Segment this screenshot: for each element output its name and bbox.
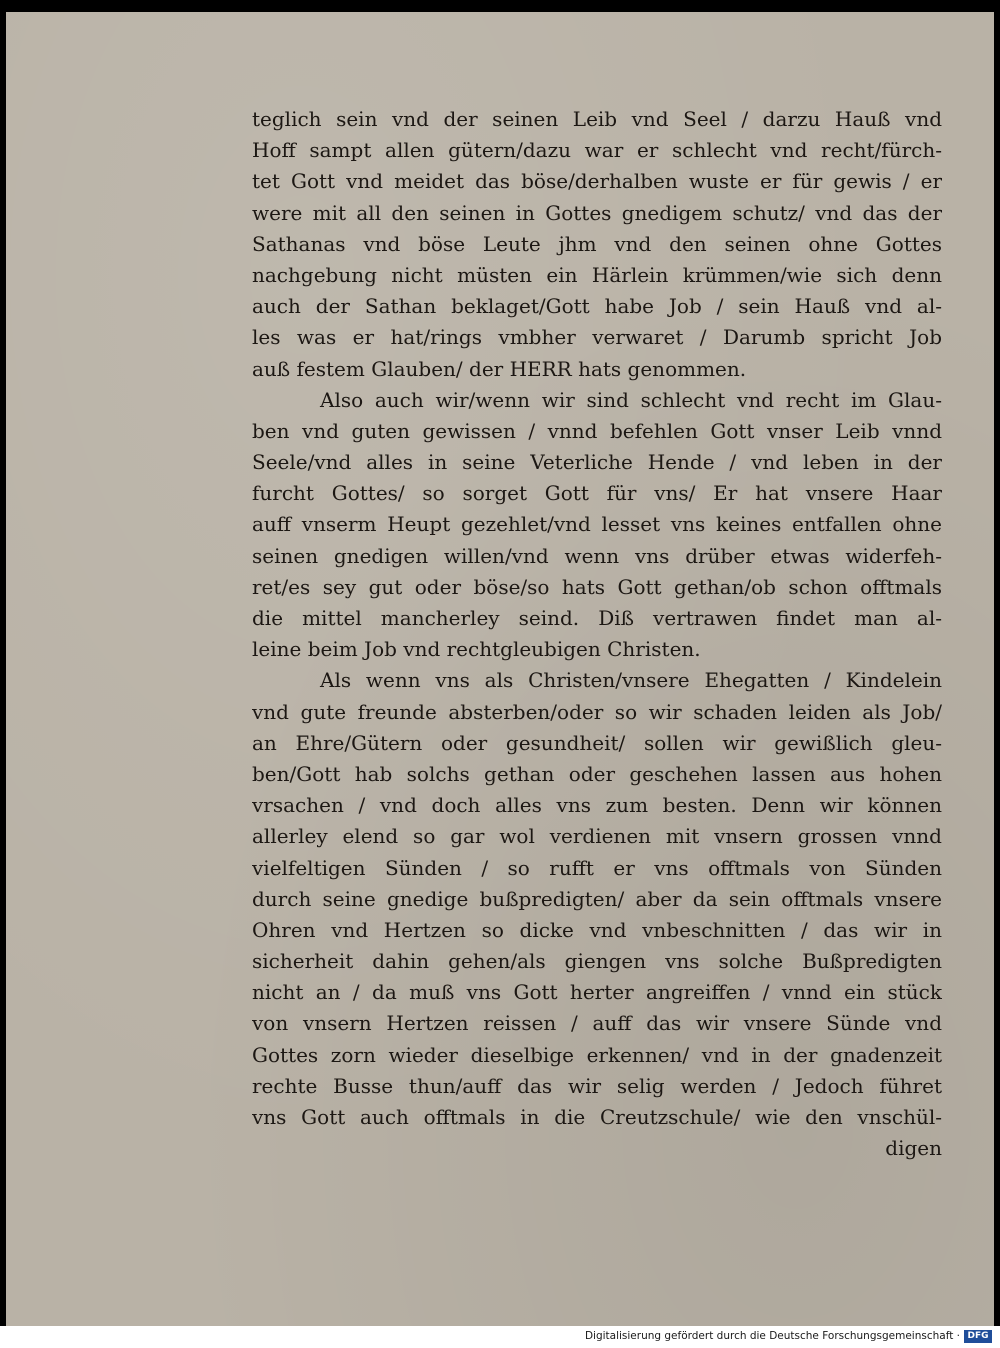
footer-bar	[0, 1326, 1000, 1348]
text-line-3: tet Gott vnd meidet das böse/derhalben wuste er für gewis / er	[252, 169, 942, 194]
text-line-27: Ohren vnd Hertzen so dicke vnd vnbeschnitten / das wir in	[252, 917, 942, 942]
text-line-29: nicht an / da muß vns Gott herter angreiffen / vnnd ein stück	[252, 980, 942, 1005]
catchword: digen	[885, 1136, 942, 1161]
text-line-7: auch der Sathan beklaget/Gott habe Job / sein Hauß vnd al-	[252, 294, 942, 319]
text-line-6: nachgebung nicht müsten ein Härlein krümmen/wie sich denn	[252, 262, 942, 287]
text-line-26: durch seine gnedige bußpredigten/ aber da sein offtmals vnsere	[252, 886, 942, 911]
text-line-23: vrsachen / vnd doch alles vns zum besten. Denn wir können	[252, 793, 942, 818]
text-line-13: furcht Gottes/ so sorget Gott für vns/ Er hat vnsere Haar	[252, 481, 942, 506]
text-line-25: vielfeltigen Sünden / so rufft er vns offtmals von Sünden	[252, 855, 942, 880]
text-line-11: ben vnd guten gewissen / vnnd befehlen Gott vnser Leib vnnd	[252, 418, 942, 443]
text-line-19: Als wenn vns als Christen/vnsere Ehegatten / Kindelein	[320, 668, 942, 693]
text-line-5: Sathanas vnd böse Leute jhm vnd den seinen ohne Gottes	[252, 231, 942, 256]
text-line-24: allerley elend so gar wol verdienen mit vnsern grossen vnnd	[252, 824, 942, 849]
text-line-8: les was er hat/rings vmbher verwaret / Darumb spricht Job	[252, 325, 942, 350]
text-line-32: rechte Busse thun/auff das wir selig werden / Jedoch führet	[252, 1073, 942, 1098]
text-line-31: Gottes zorn wieder dieselbige erkennen/ vnd in der gnadenzeit	[252, 1042, 942, 1067]
text-line-2: Hoff sampt allen gütern/dazu war er schlecht vnd recht/fürch-	[252, 138, 942, 163]
funding-credit: Digitalisierung gefördert durch die Deutsche Forschungsgemeinschaft ·	[584, 1330, 960, 1342]
text-line-16: ret/es sey gut oder böse/so hats Gott gethan/ob schon offtmals	[252, 574, 942, 599]
text-line-22: ben/Gott hab solchs gethan oder geschehen lassen aus hohen	[252, 761, 942, 786]
text-line-12: Seele/vnd alles in seine Veterliche Hende / vnd leben in der	[252, 450, 942, 475]
text-line-18: leine beim Job vnd rechtgleubigen Christen.	[252, 637, 701, 662]
text-line-15: seinen gnedigen willen/vnd wenn vns drüber etwas widerfeh-	[252, 543, 942, 568]
text-line-30: von vnsern Hertzen reissen / auff das wir vnsere Sünde vnd	[252, 1011, 942, 1036]
text-line-9: auß festem Glauben/ der HERR hats genommen.	[252, 356, 747, 381]
text-line-28: sicherheit dahin gehen/als giengen vns solche Bußpredigten	[252, 949, 942, 974]
text-line-1: teglich sein vnd der seinen Leib vnd Seel / darzu Hauß vnd	[252, 107, 942, 131]
text-line-4: were mit all den seinen in Gottes gnedigem schutz/ vnd das der	[252, 200, 942, 225]
text-line-20: vnd gute freunde absterben/oder so wir schaden leiden als Job/	[252, 699, 942, 724]
text-line-14: auff vnserm Heupt gezehlet/vnd lesset vns keines entfallen ohne	[252, 512, 942, 537]
text-line-21: an Ehre/Gütern oder gesundheit/ sollen wir gewißlich gleu-	[252, 730, 942, 755]
text-line-33: vns Gott auch offtmals in die Creutzschule/ wie den vnschül-	[252, 1105, 942, 1129]
scanned-page	[6, 12, 994, 1326]
page-text-block	[252, 104, 942, 1164]
text-line-10: Also auch wir/wenn wir sind schlecht vnd recht im Glau-	[320, 387, 942, 412]
text-line-17: die mittel mancherley seind. Diß vertrawen findet man al-	[252, 606, 942, 630]
dfg-logo-icon: DFG	[964, 1330, 992, 1343]
